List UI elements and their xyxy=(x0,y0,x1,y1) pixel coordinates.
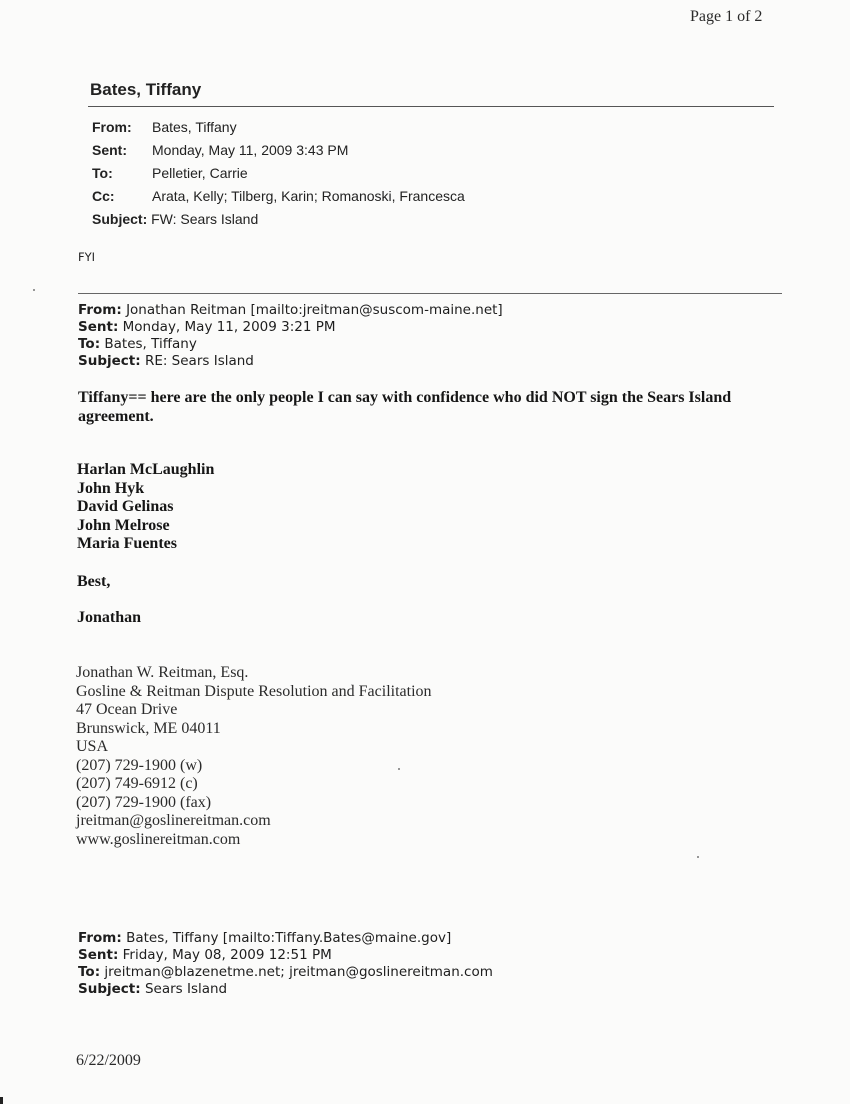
signature-line: (207) 729-1900 (fax) xyxy=(76,793,212,811)
header-cc-label: Cc: xyxy=(92,188,115,204)
header-sent-row xyxy=(92,142,348,158)
signature-line: (207) 749-6912 (c) xyxy=(76,775,198,792)
fwd1-sent-row xyxy=(78,319,336,335)
header-from-label: From: xyxy=(92,119,132,135)
fyi-note: FYI xyxy=(78,250,96,264)
header-sent-label: Sent: xyxy=(92,142,127,158)
list-item: John Hyk xyxy=(77,479,145,497)
fwd1-to-label: To: xyxy=(78,336,101,352)
print-date: 6/22/2009 xyxy=(76,1052,141,1069)
signature-block xyxy=(76,664,432,849)
signature-line: Brunswick, ME 04011 xyxy=(76,719,221,737)
header-divider xyxy=(88,106,774,107)
fwd1-subject-value: RE: Sears Island xyxy=(144,353,254,369)
list-item: John Melrose xyxy=(77,516,170,534)
signature-line: Gosline & Reitman Dispute Resolution and Facilitation xyxy=(76,682,432,700)
fwd2-to-row xyxy=(78,964,493,980)
list-item: Maria Fuentes xyxy=(77,535,177,552)
fwd1-subject-row xyxy=(78,353,254,369)
scan-speck xyxy=(33,289,35,291)
header-sent-value: Monday, May 11, 2009 3:43 PM xyxy=(152,142,349,158)
list-item: David Gelinas xyxy=(77,498,174,515)
header-cc-value: Arata, Kelly; Tilberg, Karin; Romanoski, Francesca xyxy=(152,188,465,204)
fwd2-from-label: From: xyxy=(78,930,122,946)
fwd1-from-value: Jonathan Reitman [mailto:jreitman@suscom-maine.net] xyxy=(126,302,503,318)
fwd2-from-value: Bates, Tiffany [mailto:Tiffany.Bates@maine.gov] xyxy=(126,930,452,946)
signature-email: jreitman@goslinereitman.com xyxy=(76,812,271,829)
closing: Best, xyxy=(77,573,111,590)
non-signer-list xyxy=(77,461,214,554)
header-subject-label: Subject: xyxy=(92,211,148,227)
fwd1-from-label: From: xyxy=(78,302,122,318)
signature-line: Jonathan W. Reitman, Esq. xyxy=(76,664,249,681)
fwd2-subject-value: Sears Island xyxy=(144,981,228,997)
fwd1-from-row xyxy=(78,302,503,318)
header-to-label: To: xyxy=(92,165,113,181)
signature-line: USA xyxy=(76,738,109,755)
sender-name-heading: Bates, Tiffany xyxy=(90,80,202,99)
fwd2-from-row xyxy=(78,930,451,946)
signature-website: www.goslinereitman.com xyxy=(76,830,241,848)
header-to-row xyxy=(92,165,248,181)
signature-line: 47 Ocean Drive xyxy=(76,701,178,718)
scan-speck xyxy=(697,856,699,858)
fwd1-to-row xyxy=(78,336,197,352)
forward-divider xyxy=(78,293,782,294)
header-cc-row xyxy=(92,188,465,204)
fwd2-subject-label: Subject: xyxy=(78,981,141,997)
fwd2-sent-row xyxy=(78,947,332,963)
fwd2-subject-row xyxy=(78,981,227,997)
scan-speck xyxy=(398,768,400,770)
header-from-value: Bates, Tiffany xyxy=(152,119,237,135)
fwd1-sent-label: Sent: xyxy=(78,319,119,335)
fwd2-sent-label: Sent: xyxy=(78,947,119,963)
signature-line: (207) 729-1900 (w) xyxy=(76,756,203,774)
fwd2-sent-value: Friday, May 08, 2009 12:51 PM xyxy=(122,947,332,963)
header-to-value: Pelletier, Carrie xyxy=(152,165,248,181)
header-subject-row xyxy=(92,211,258,227)
scan-edge-mark xyxy=(0,1097,3,1104)
header-from-row xyxy=(92,119,237,135)
header-subject-value: FW: Sears Island xyxy=(151,211,259,227)
fwd2-to-label: To: xyxy=(78,964,101,980)
fwd1-to-value: Bates, Tiffany xyxy=(104,336,197,352)
fwd1-sent-value: Monday, May 11, 2009 3:21 PM xyxy=(122,319,336,335)
fwd2-to-value: jreitman@blazenetme.net; jreitman@goslinereitman.com xyxy=(104,964,493,980)
page-indicator: Page 1 of 2 xyxy=(690,8,763,25)
message-body: Tiffany== here are the only people I can say with confidence who did NOT sign the Sears Island agreement. xyxy=(78,389,732,425)
signer-name: Jonathan xyxy=(77,609,142,626)
fwd1-subject-label: Subject: xyxy=(78,353,141,369)
list-item: Harlan McLaughlin xyxy=(77,461,215,478)
